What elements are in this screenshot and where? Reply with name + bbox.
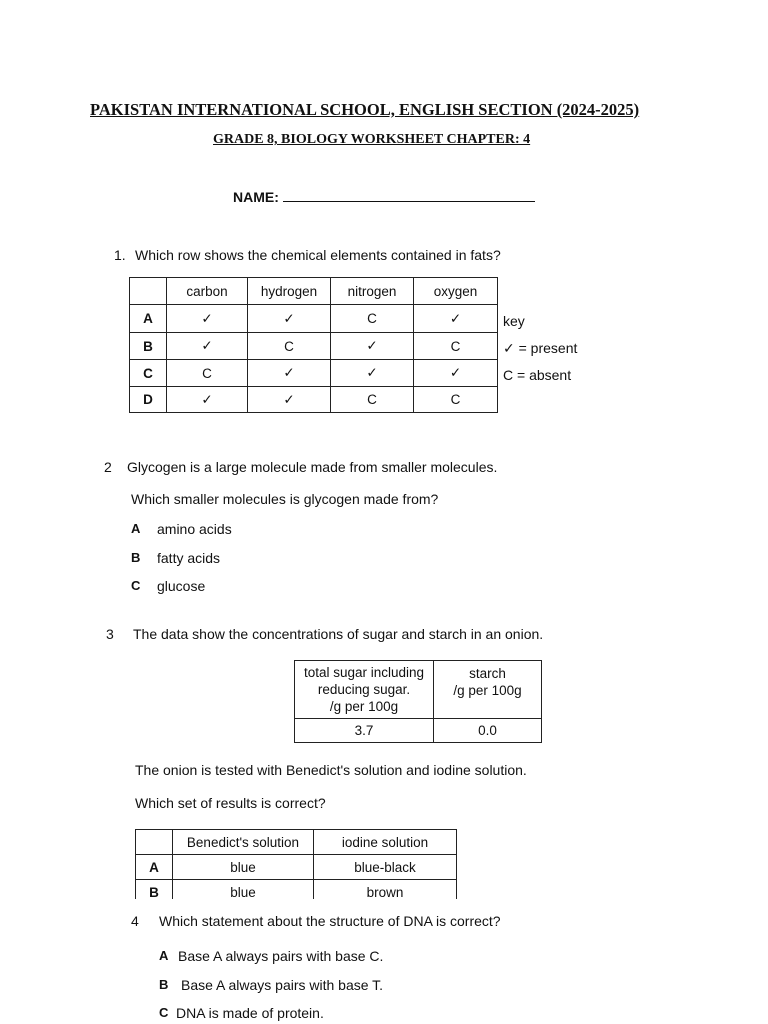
table-cell: C: [331, 387, 414, 413]
key-present: ✓ = present: [503, 340, 578, 356]
school-title: PAKISTAN INTERNATIONAL SCHOOL, ENGLISH SECTION (2024-2025): [90, 100, 640, 119]
table-header-row: [130, 278, 498, 305]
table-cell: ✓: [414, 305, 498, 333]
table-header-row: [136, 830, 457, 855]
starch-header-line: /g per 100g: [453, 683, 522, 698]
name-label: NAME:: [233, 189, 279, 205]
table-cell: ✓: [331, 360, 414, 387]
q2-question: Which smaller molecules is glycogen made from?: [131, 491, 439, 507]
table-cell: ✓: [167, 333, 248, 360]
option-text: DNA is made of protein.: [176, 1005, 324, 1021]
option-text: Base A always pairs with base T.: [181, 977, 384, 993]
table-row: [136, 855, 457, 880]
row-label: C: [130, 360, 167, 387]
table-cell: C: [414, 387, 498, 413]
corner-cell: [130, 278, 167, 305]
table-cell: ✓: [248, 305, 331, 333]
worksheet-title: GRADE 8, BIOLOGY WORKSHEET CHAPTER: 4: [213, 132, 531, 147]
row-label: D: [130, 387, 167, 413]
table-row: [130, 305, 498, 333]
col-header: carbon: [167, 278, 248, 305]
key-title: key: [503, 313, 525, 329]
starch-header-line: starch: [469, 666, 506, 681]
name-line: [233, 189, 535, 205]
q3-number: 3: [106, 626, 114, 642]
table-cell: 0.0: [434, 719, 542, 743]
sugar-header-line: /g per 100g: [329, 699, 399, 714]
table-cell: brown: [314, 880, 457, 900]
option-letter: C: [131, 578, 141, 593]
corner-cell: [136, 830, 173, 855]
table-cell: ✓: [167, 305, 248, 333]
q3-which-text: Which set of results is correct?: [135, 795, 326, 811]
table-cell: C: [414, 333, 498, 360]
col-header: nitrogen: [331, 278, 414, 305]
table-cell: blue-black: [314, 855, 457, 880]
col-header: Benedict's solution: [173, 830, 314, 855]
option-text: glucose: [157, 578, 206, 594]
table-cell: ✓: [248, 387, 331, 413]
table-cell: ✓: [167, 387, 248, 413]
col-header: hydrogen: [248, 278, 331, 305]
option-text: amino acids: [157, 521, 232, 537]
row-label: B: [136, 880, 173, 900]
q3-tested-text: The onion is tested with Benedict's solution and iodine solution.: [135, 762, 527, 778]
table-cell: ✓: [331, 333, 414, 360]
table-row: [130, 333, 498, 360]
option-letter: A: [159, 948, 169, 963]
col-header: oxygen: [414, 278, 498, 305]
table-cell: blue: [173, 880, 314, 900]
row-label: A: [130, 305, 167, 333]
sugar-header-line: reducing sugar.: [317, 682, 411, 697]
table-row: [130, 387, 498, 413]
row-label: B: [130, 333, 167, 360]
table-row: [130, 360, 498, 387]
q3-text: The data show the concentrations of sugar and starch in an onion.: [133, 626, 544, 642]
col-header: iodine solution: [314, 830, 457, 855]
q4-number: 4: [131, 913, 139, 929]
q1-number: 1.: [114, 247, 126, 263]
table-cell: C: [331, 305, 414, 333]
table-cell: blue: [173, 855, 314, 880]
q3-results-table: [135, 829, 457, 899]
table-cell: C: [248, 333, 331, 360]
option-text: fatty acids: [157, 550, 221, 566]
results-table-clip: [0, 829, 768, 899]
name-blank: [283, 189, 535, 202]
q4-text: Which statement about the structure of DNA is correct?: [159, 913, 501, 929]
table-row: [136, 880, 457, 900]
option-text: Base A always pairs with base C.: [178, 948, 384, 964]
key-absent: C = absent: [503, 367, 572, 383]
option-letter: B: [131, 550, 141, 565]
sugar-header: [295, 661, 434, 719]
row-label: A: [136, 855, 173, 880]
sugar-header-line: total sugar including: [303, 665, 425, 680]
option-letter: B: [159, 977, 169, 992]
option-letter: A: [131, 521, 141, 536]
table-header-row: [295, 661, 542, 719]
q1-text: Which row shows the chemical elements contained in fats?: [135, 247, 501, 263]
table-cell: 3.7: [295, 719, 434, 743]
q3-concentration-table: [294, 660, 542, 743]
table-cell: C: [167, 360, 248, 387]
starch-header: [434, 661, 542, 719]
table-row: [295, 719, 542, 743]
option-letter: C: [159, 1005, 169, 1020]
q2-text: Glycogen is a large molecule made from smaller molecules.: [127, 459, 498, 475]
q1-elements-table: [129, 277, 498, 413]
table-cell: ✓: [414, 360, 498, 387]
q2-number: 2: [104, 459, 112, 475]
table-cell: ✓: [248, 360, 331, 387]
